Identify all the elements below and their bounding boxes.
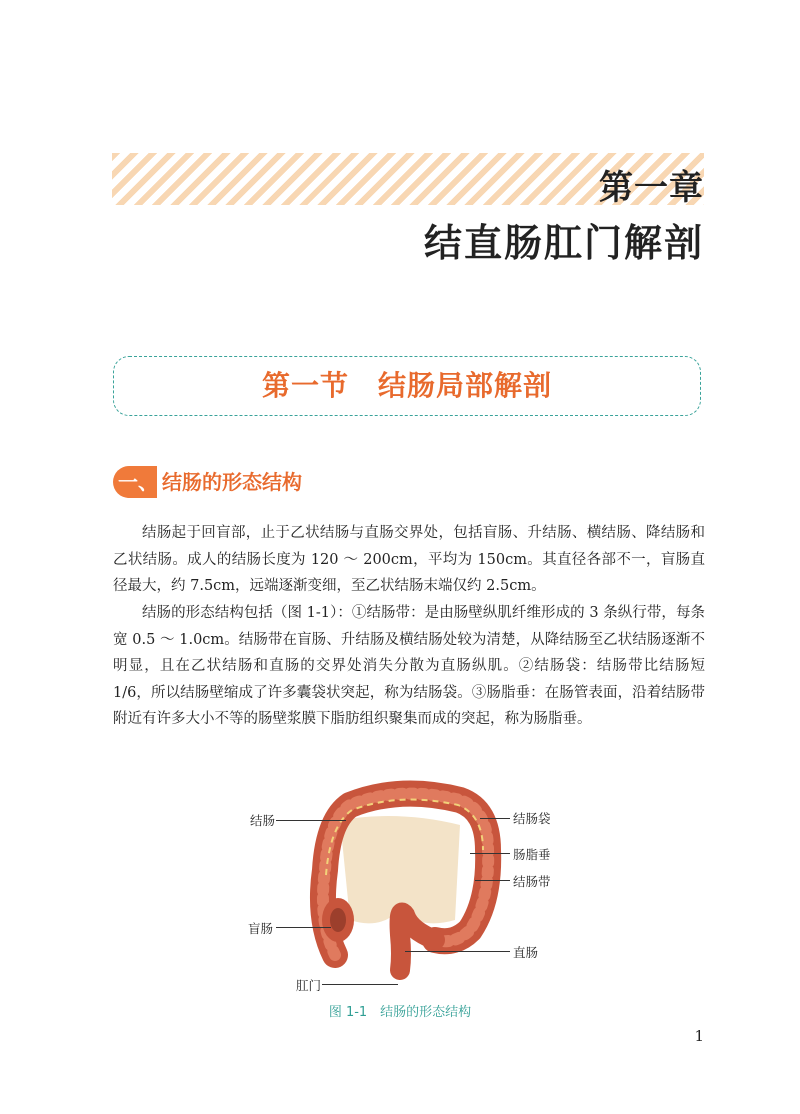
leader-anus <box>322 984 398 985</box>
figure-caption: 图 1-1 结肠的形态结构 <box>328 1005 472 1020</box>
leader-colon <box>276 820 346 821</box>
label-taenia: 结肠带 <box>513 874 551 889</box>
subsection-badge-text: 一、 <box>118 470 158 494</box>
section-title: 第一节 结肠局部解剖 <box>261 369 552 402</box>
leader-epiploic <box>470 853 510 854</box>
paragraph-2: 结肠的形态结构包括（图 1-1）：①结肠带：是由肠壁纵肌纤维形成的 3 条纵行带，每条宽 0.5 ～ 1.0cm。结肠带在盲肠、升结肠及横结肠处较为清楚，从降结肠至乙状结肠逐渐不明显，且在乙状结肠和直肠的交界处消失分散为直肠纵肌。②结肠袋：结肠带比结肠短 1/6，所以结肠壁缩成了许多囊袋状突起，称为结肠袋。③肠脂垂：在肠管表面，沿着结肠带附近有许多大小不等的肠壁浆膜下脂肪组织聚集而成的突起，称为肠脂垂。 <box>113 605 705 727</box>
paragraph-1: 结肠起于回盲部，止于乙状结肠与直肠交界处，包括盲肠、升结肠、横结肠、降结肠和乙状结肠。成人的结肠长度为 120 ～ 200cm，平均为 150cm。其直径各部不一，盲肠直径最大，约 7.5cm，远端逐渐变细，至乙状结肠末端仅约 2.5cm。 <box>113 525 705 594</box>
cecum-inner <box>330 908 346 932</box>
label-haustra: 结肠袋 <box>513 811 551 826</box>
chapter-number: 第一章 <box>599 168 704 208</box>
label-anus: 肛门 <box>296 978 322 993</box>
label-epiploic: 肠脂垂 <box>513 847 551 862</box>
label-colon: 结肠 <box>250 813 276 828</box>
label-cecum: 盲肠 <box>248 921 274 936</box>
subsection-title: 结肠的形态结构 <box>162 470 302 494</box>
leader-taenia <box>475 880 510 881</box>
label-rectum: 直肠 <box>513 945 539 960</box>
leader-cecum <box>276 927 331 928</box>
chapter-title: 结直肠肛门解剖 <box>423 221 704 265</box>
leader-haustra <box>480 818 510 819</box>
colon-illustration <box>240 780 560 995</box>
page-number: 1 <box>694 1027 704 1045</box>
colon-figure <box>240 780 560 995</box>
leader-rectum <box>405 951 510 952</box>
